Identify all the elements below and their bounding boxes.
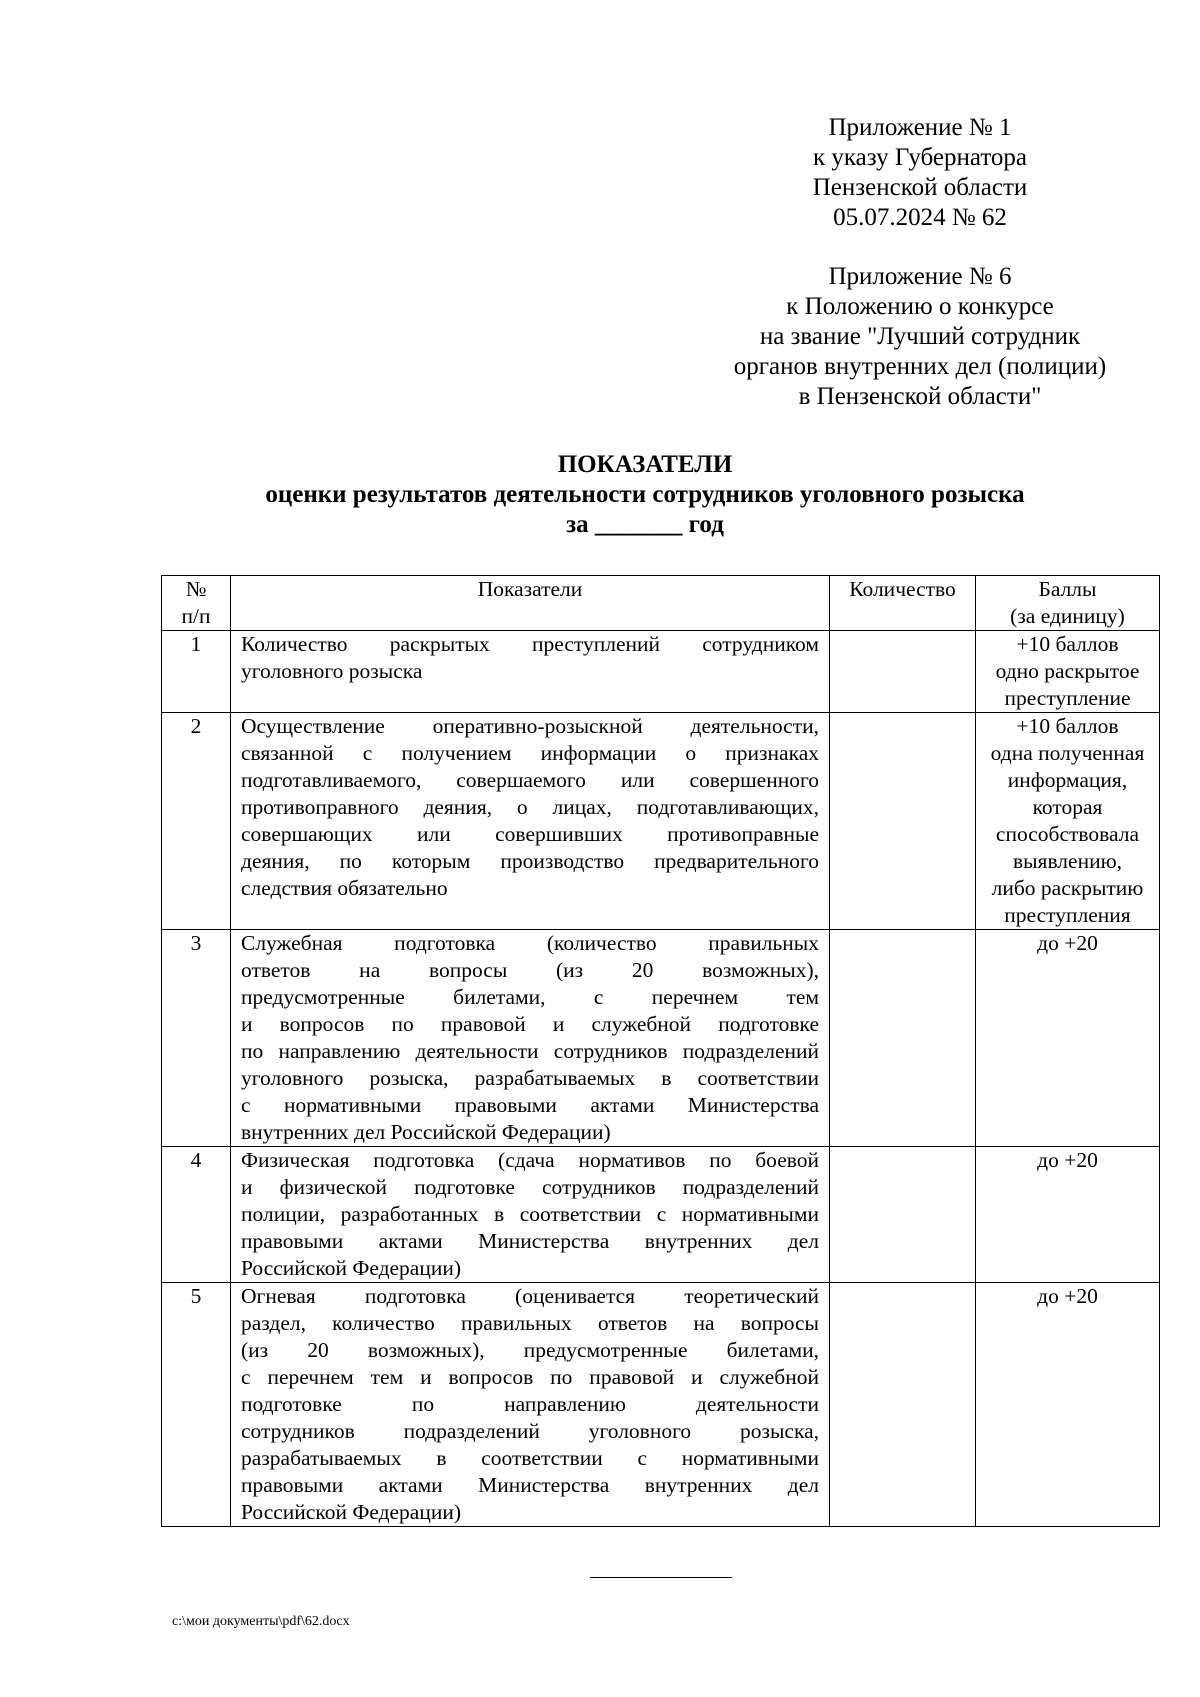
indicator-line: деяния, по которым производство предварительного — [241, 849, 819, 873]
row-points — [976, 713, 1160, 930]
appendix-1-line: Пензенской области — [812, 174, 1028, 201]
appendix-6-line: в Пензенской области" — [798, 383, 1042, 410]
indicator-line: разрабатываемых в соответствии с нормативными — [241, 1446, 819, 1470]
points-line: преступление — [1004, 686, 1131, 710]
header-indicator: Показатели — [231, 576, 830, 631]
row-quantity — [830, 1283, 976, 1527]
document-title — [150, 450, 1140, 540]
table-header-row — [162, 576, 1160, 631]
indicator-line: сотрудников подразделений уголовного розыска, — [241, 1419, 819, 1443]
indicator-line: Физическая подготовка (сдача нормативов по боевой — [241, 1148, 819, 1172]
row-indicator — [231, 631, 830, 713]
indicator-line: правовыми актами Министерства внутренних дел — [241, 1473, 819, 1497]
row-quantity — [830, 1147, 976, 1283]
header-points — [976, 576, 1160, 631]
indicator-line: правовыми актами Министерства внутренних дел — [241, 1229, 819, 1253]
indicator-line: с нормативными правовыми актами Министерства — [241, 1093, 819, 1117]
row-number: 2 — [162, 713, 231, 930]
row-indicator — [231, 1147, 830, 1283]
appendix-1-block — [720, 113, 1120, 233]
indicator-line: раздел, количество правильных ответов на вопросы — [241, 1311, 819, 1335]
row-points — [976, 1147, 1160, 1283]
indicator-line: (из 20 возможных), предусмотренные билетами, — [241, 1338, 819, 1362]
indicator-line: совершающих или совершивших противоправные — [241, 822, 819, 846]
points-line: выявлению, — [1012, 849, 1123, 873]
indicator-line: с перечнем тем и вопросов по правовой и служебной — [241, 1365, 819, 1389]
table-row — [162, 930, 1160, 1147]
indicator-line: противоправного деяния, о лицах, подготавливающих, — [241, 795, 819, 819]
points-line: +10 баллов — [1016, 632, 1119, 656]
indicator-line: связанной с получением информации о признаках — [241, 741, 819, 765]
appendix-1-line: к указу Губернатора — [812, 144, 1028, 171]
points-line: либо раскрытию — [991, 876, 1144, 900]
indicators-table — [161, 575, 1160, 1527]
row-quantity — [830, 930, 976, 1147]
row-indicator — [231, 1283, 830, 1527]
indicator-line: полиции, разработанных в соответствии с нормативными — [241, 1202, 819, 1226]
indicator-line: внутренних дел Российской Федерации) — [241, 1120, 611, 1144]
points-line: одна полученная — [990, 741, 1145, 765]
appendix-1-line: Приложение № 1 — [828, 114, 1012, 141]
points-line: до +20 — [1037, 1148, 1098, 1172]
row-quantity — [830, 713, 976, 930]
header-points-line1: Баллы — [1038, 577, 1097, 601]
points-line: которая — [1032, 795, 1103, 819]
indicator-line: уголовного розыска, разрабатываемых в соответствии — [241, 1066, 819, 1090]
appendix-6-block — [660, 262, 1180, 412]
points-line: способствовала — [995, 822, 1140, 846]
appendix-1-line: 05.07.2024 № 62 — [833, 204, 1007, 231]
end-rule — [590, 1577, 732, 1578]
indicator-line: уголовного розыска — [241, 659, 423, 683]
row-quantity — [830, 631, 976, 713]
header-num — [162, 576, 231, 631]
points-line: преступления — [1004, 903, 1131, 927]
indicator-line: Российской Федерации) — [241, 1500, 462, 1524]
indicator-line: Количество раскрытых преступлений сотрудником — [241, 632, 819, 656]
indicator-line: Осуществление оперативно-розыскной деятельности, — [241, 714, 819, 738]
points-line: +10 баллов — [1016, 714, 1119, 738]
points-line: до +20 — [1037, 1284, 1098, 1308]
points-line: одно раскрытое — [995, 659, 1140, 683]
indicator-line: и физической подготовке сотрудников подразделений — [241, 1175, 819, 1199]
indicator-line: по направлению деятельности сотрудников подразделений — [241, 1039, 819, 1063]
header-points-line2: (за единицу) — [1010, 604, 1125, 628]
indicator-line: предусмотренные билетами, с перечнем тем — [241, 985, 819, 1009]
row-number: 1 — [162, 631, 231, 713]
table-row — [162, 713, 1160, 930]
indicator-line: подготовке по направлению деятельности — [241, 1392, 819, 1416]
appendix-6-line: органов внутренних дел (полиции) — [733, 353, 1107, 380]
title-subheading: оценки результатов деятельности сотрудников уголовного розыска — [265, 481, 1025, 508]
indicator-line: и вопросов по правовой и служебной подготовке — [241, 1012, 819, 1036]
indicator-line: подготавливаемого, совершаемого или совершенного — [241, 768, 819, 792]
table-row — [162, 1283, 1160, 1527]
header-num-line2: п/п — [181, 604, 211, 628]
indicator-line: Служебная подготовка (количество правильных — [241, 931, 819, 955]
row-indicator — [231, 930, 830, 1147]
row-number: 4 — [162, 1147, 231, 1283]
title-period: за _______ год — [566, 511, 724, 538]
row-points — [976, 631, 1160, 713]
row-points — [976, 1283, 1160, 1527]
footer-file-path: c:\мои документы\pdf\62.docx — [172, 1614, 350, 1629]
points-line: до +20 — [1037, 931, 1098, 955]
row-number: 5 — [162, 1283, 231, 1527]
indicator-line: Российской Федерации) — [241, 1256, 462, 1280]
indicator-line: следствия обязательно — [241, 876, 448, 900]
row-indicator — [231, 713, 830, 930]
indicator-line: Огневая подготовка (оценивается теоретический — [241, 1284, 819, 1308]
points-line: информация, — [1007, 768, 1128, 792]
title-heading: ПОКАЗАТЕЛИ — [557, 451, 733, 478]
indicator-line: ответов на вопросы (из 20 возможных), — [241, 958, 819, 982]
header-quantity: Количество — [830, 576, 976, 631]
appendix-6-line: к Положению о конкурсе — [786, 293, 1054, 320]
row-number: 3 — [162, 930, 231, 1147]
appendix-6-line: на звание "Лучший сотрудник — [759, 323, 1081, 350]
row-points — [976, 930, 1160, 1147]
table-row — [162, 1147, 1160, 1283]
appendix-6-line: Приложение № 6 — [828, 263, 1012, 290]
table-row — [162, 631, 1160, 713]
header-num-line1: № — [185, 577, 207, 601]
